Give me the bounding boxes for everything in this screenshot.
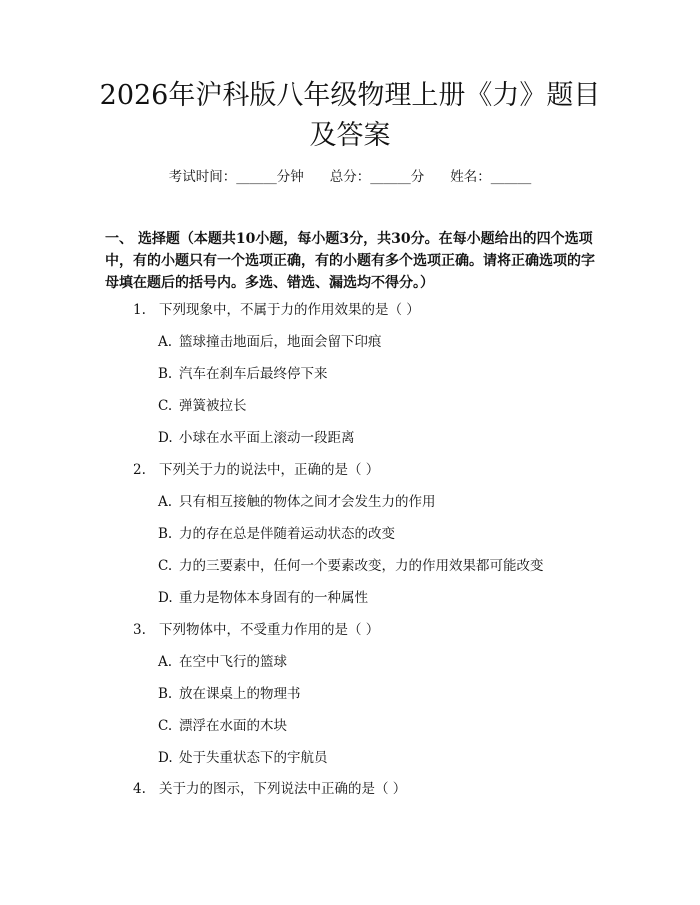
question-4 <box>133 779 406 799</box>
option-3d <box>158 748 328 768</box>
option-letter: B. <box>158 686 173 702</box>
option-text: 篮球撞击地面后，地面会留下印痕 <box>179 334 382 350</box>
question-number: 1. <box>133 302 146 318</box>
question-text: 下列关于力的说法中，正确的是（ ） <box>159 462 380 478</box>
option-1c <box>158 396 247 416</box>
option-text: 力的存在总是伴随着运动状态的改变 <box>179 526 395 542</box>
option-letter: A. <box>158 654 173 670</box>
option-letter: C. <box>158 558 173 574</box>
student-name-field: 姓名：______ <box>450 169 532 185</box>
option-letter: D. <box>158 430 173 446</box>
option-text: 处于失重状态下的宇航员 <box>179 750 328 766</box>
question-text: 下列现象中，不属于力的作用效果的是（ ） <box>159 302 420 318</box>
option-3a <box>158 652 287 672</box>
question-text: 下列物体中，不受重力作用的是（ ） <box>159 622 380 638</box>
total-score-field: 总分：______分 <box>329 169 425 185</box>
document-title: 2026年沪科版八年级物理上册《力》题目及答案 <box>99 80 601 151</box>
question-number: 3. <box>133 622 146 638</box>
option-2c <box>158 556 544 576</box>
exam-info-line <box>0 166 700 188</box>
option-letter: B. <box>158 526 173 542</box>
option-text: 重力是物体本身固有的一种属性 <box>179 590 368 606</box>
question-3 <box>133 620 379 640</box>
question-1 <box>133 300 420 320</box>
exam-time-field: 考试时间：______分钟 <box>168 169 304 185</box>
option-letter: C. <box>158 398 173 414</box>
option-1d <box>158 428 355 448</box>
question-text: 关于力的图示，下列说法中正确的是（ ） <box>159 781 407 797</box>
option-letter: D. <box>158 750 173 766</box>
option-text: 汽车在刹车后最终停下来 <box>179 366 328 382</box>
option-letter: A. <box>158 334 173 350</box>
option-letter: B. <box>158 366 173 382</box>
question-number: 4. <box>133 781 146 797</box>
option-letter: D. <box>158 590 173 606</box>
option-text: 只有相互接触的物体之间才会发生力的作用 <box>179 494 436 510</box>
option-text: 在空中飞行的篮球 <box>179 654 287 670</box>
option-2d <box>158 588 368 608</box>
question-2 <box>133 460 379 480</box>
option-1b <box>158 364 328 384</box>
option-text: 力的三要素中，任何一个要素改变，力的作用效果都可能改变 <box>179 558 544 574</box>
option-text: 漂浮在水面的木块 <box>179 718 287 734</box>
option-text: 小球在水平面上滚动一段距离 <box>179 430 355 446</box>
question-number: 2. <box>133 462 146 478</box>
option-2a <box>158 492 436 512</box>
option-text: 弹簧被拉长 <box>179 398 247 414</box>
option-2b <box>158 524 395 544</box>
option-letter: A. <box>158 494 173 510</box>
section-heading: 一、 选择题（本题共10小题，每小题3分，共30分。在每小题给出的四个选项中，有的小题只有一个选项正确，有的小题有多个选项正确。请将正确选项的字母填在题后的括号内。多选、错选、漏选均不得分。） <box>105 231 595 291</box>
option-text: 放在课桌上的物理书 <box>179 686 301 702</box>
option-1a <box>158 332 382 352</box>
option-3b <box>158 684 301 704</box>
option-3c <box>158 716 287 736</box>
option-letter: C. <box>158 718 173 734</box>
